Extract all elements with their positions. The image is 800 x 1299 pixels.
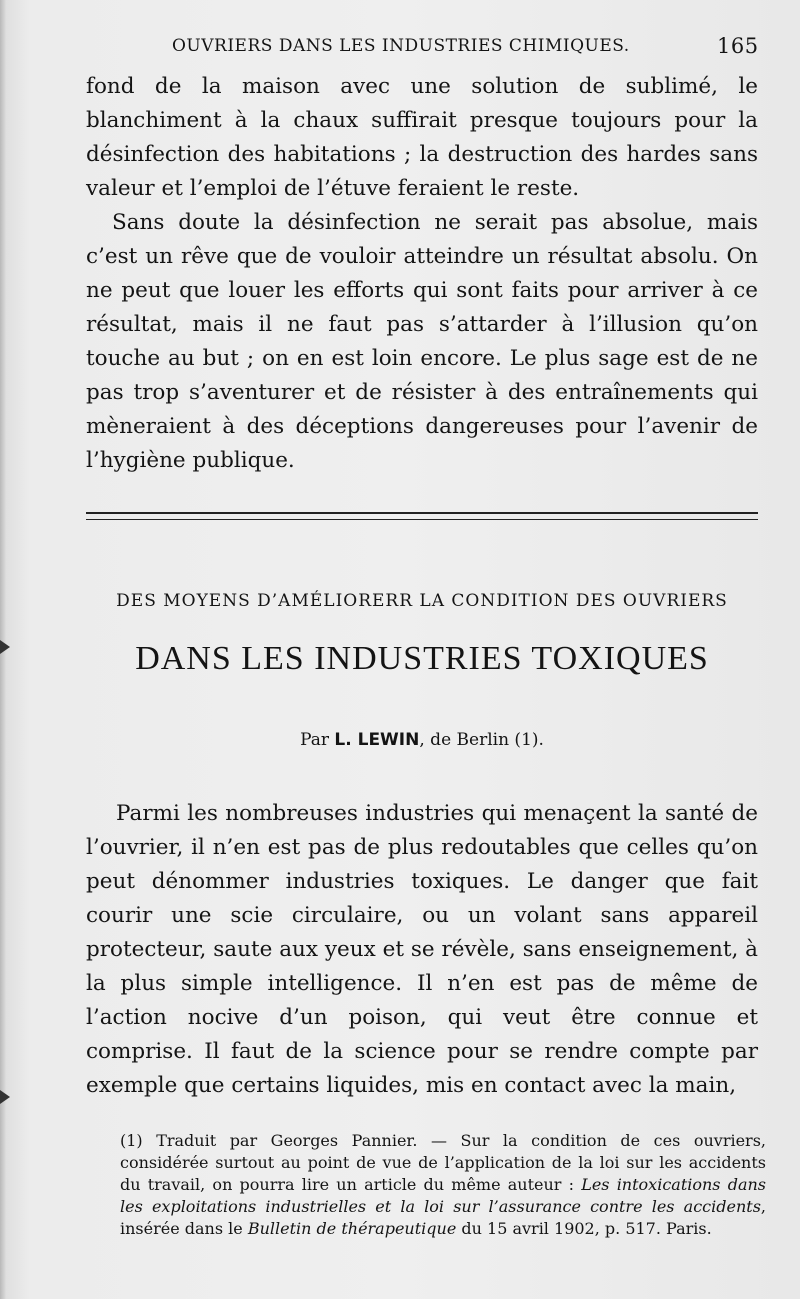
section-rule-thin: [86, 519, 758, 520]
running-title: OUVRIERS DANS LES INDUSTRIES CHIMIQUES.: [172, 36, 630, 56]
article-title: DANS LES INDUSTRIES TOXIQUES: [135, 640, 709, 677]
paragraph: Sans doute la désinfection ne serait pas absolue, mais c’est un rêve que de vouloir atteindre un résultat absolu. On ne peut que louer les efforts qui sont faits pour arriver à ce résultat, mais il ne faut pas s’attarder à l’illusion qu’on touche au but ; on en est loin encore. Le plus sage est de ne pas trop s’aventurer et de résister à des entraînements qui mèneraient à des déceptions dangereuses pour l’avenir de l’hygiène publique.: [86, 210, 758, 473]
article-body: [86, 797, 758, 1103]
author-name: L. LEWIN: [334, 730, 420, 750]
byline: [86, 730, 758, 750]
article-supertitle: DES MOYENS D’AMÉLIORERR LA CONDITION DES OUVRIERS: [116, 591, 728, 611]
section-rule: [86, 512, 758, 514]
footnote-journal: Bulletin de thérapeutique: [247, 1219, 457, 1238]
paragraph: Parmi les nombreuses industries qui menaçent la santé de l’ouvrier, il n’en est pas de plus redoutables que celles qu’on peut dénommer industries toxiques. Le danger que fait courir une scie circulaire, ou un volant sans appareil protecteur, saute aux yeux et se révèle, sans enseignement, à la plus simple intelligence. Il n’en est pas de même de l’action nocive d’un poison, qui veut être connue et comprise. Il faut de la science pour se rendre compte par exemple que certains liquides, mis en contact avec la main,: [86, 801, 758, 1098]
footnote: [120, 1130, 766, 1240]
byline-suffix: , de Berlin (1).: [419, 730, 544, 750]
footnote-cited-title: Les intoxications dans les exploitations industrielles et la loi sur l’assurance contre les accidents: [120, 1175, 766, 1216]
page-number: 165: [717, 34, 759, 58]
footnote-text: , insérée dans le: [120, 1197, 766, 1238]
byline-prefix: Par: [300, 730, 329, 750]
footnote-text: du 15 avril 1902, p. 517. Paris.: [456, 1219, 712, 1238]
footnote-text: (1) Traduit par Georges Pannier. — Sur la condition de ces ouvriers, considérée surtout au point de vue de l’application de la loi sur les accidents du travail, on pourra lire un article du même auteur :: [120, 1131, 766, 1194]
paragraph: fond de la maison avec une solution de sublimé, le blanchiment à la chaux suffirait presque toujours pour la désinfection des habitations ; la destruction des hardes sans valeur et l’emploi de l’étuve feraient le reste.: [86, 74, 758, 201]
continued-text: [86, 70, 758, 478]
